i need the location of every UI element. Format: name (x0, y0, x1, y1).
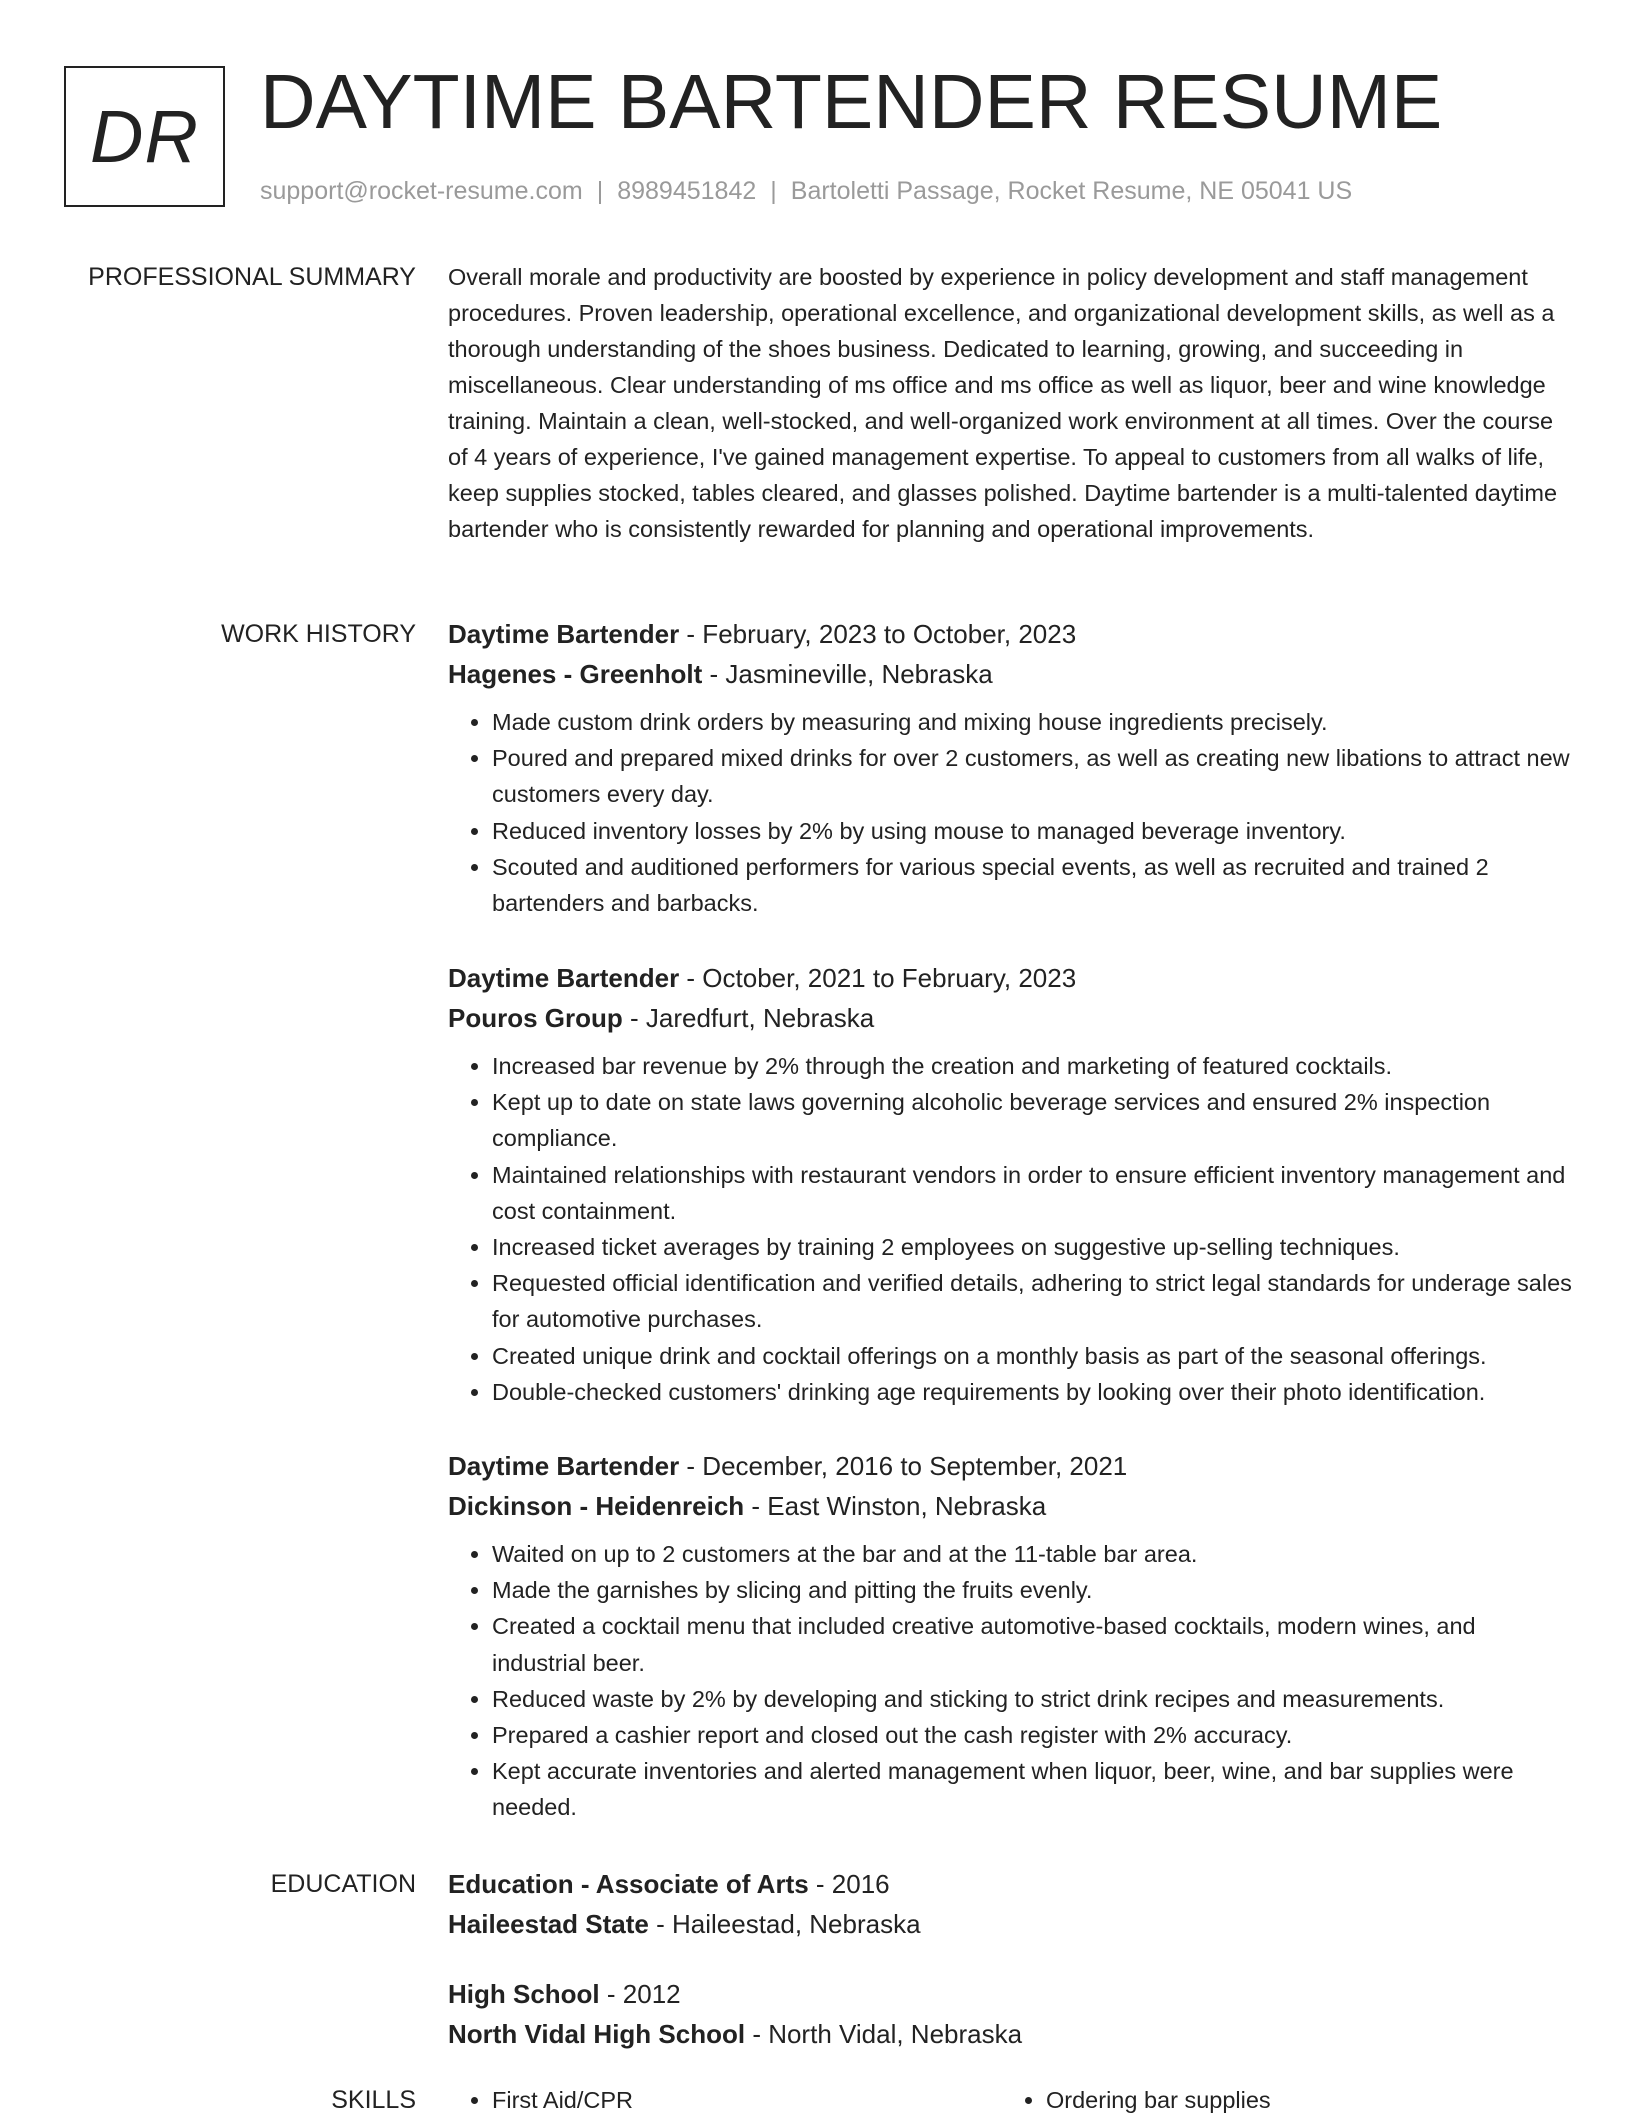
education-entry (448, 1864, 1572, 1944)
job-bullets (448, 1536, 1572, 1826)
job-company-line (448, 998, 1572, 1038)
job-bullet: • Double-checked customers' drinking age requirements by looking over their photo identification. (492, 1374, 1572, 1410)
job-title-line (448, 958, 1572, 998)
education-school: North Vidal High School (448, 2019, 746, 2049)
job-bullet: • Poured and prepared mixed drinks for over 2 customers, as well as creating new libations to attract new customers every day. (492, 740, 1572, 812)
section-label-skills: SKILLS (331, 2086, 416, 2114)
contact-phone: 8989451842 (617, 177, 757, 205)
summary-text: Overall morale and productivity are boosted by experience in policy development and staff management procedures. Proven leadership, operational excellence, and organizational development skills, as well as a thorough understanding of the shoes business. Dedicated to learning, growing, and succeeding in miscellaneous. Clear understanding of ms office and ms office as well as liquor, beer and wine knowledge training. Maintain a clean, well-stocked, and well-organized work environment at all times. Over the course of 4 years of experience, I've gained management expertise. To appeal to customers from all walks of life, keep supplies stocked, tables cleared, and glasses polished. Daytime bartender is a multi-talented daytime bartender who is consistently rewarded for planning and operational improvements. (448, 264, 1558, 542)
job-bullet: • Scouted and auditioned performers for various special events, as well as recruited and trained 2 bartenders and barbacks. (492, 849, 1572, 921)
job-location: - East Winston, Nebraska (744, 1491, 1047, 1521)
job-bullet: • Made custom drink orders by measuring and mixing house ingredients precisely. (492, 704, 1572, 740)
job-company-line (448, 1486, 1572, 1526)
education-degree: Education - Associate of Arts (448, 1869, 809, 1899)
contact-separator: | (770, 177, 777, 205)
job-title: Daytime Bartender (448, 1451, 680, 1481)
monogram-logo: DR (64, 66, 225, 207)
skills-grid (448, 2082, 1572, 2118)
education-school: Haileestad State (448, 1909, 649, 1939)
skill-item: • First Aid/CPR (492, 2082, 1002, 2118)
job-bullets (448, 1048, 1572, 1410)
job-title: Daytime Bartender (448, 619, 680, 649)
job-title-line (448, 614, 1572, 654)
contact-address: Bartoletti Passage, Rocket Resume, NE 05041 US (790, 177, 1353, 205)
education-year: - 2012 (599, 1979, 681, 2009)
education-school-line (448, 1904, 1572, 1944)
education-degree-line (448, 1974, 1572, 2014)
summary-section (448, 259, 1572, 547)
job-company: Hagenes - Greenholt (448, 659, 703, 689)
job-title: Daytime Bartender (448, 963, 680, 993)
job-dates: - February, 2023 to October, 2023 (679, 619, 1077, 649)
job-bullet: • Reduced waste by 2% by developing and sticking to strict drink recipes and measurements. (492, 1681, 1572, 1717)
contact-separator: | (596, 177, 604, 205)
education-location: - Haileestad, Nebraska (648, 1909, 921, 1939)
education-year: - 2016 (808, 1869, 890, 1899)
section-label-summary: PROFESSIONAL SUMMARY (88, 263, 416, 291)
job-bullet: • Maintained relationships with restaurant vendors in order to ensure efficient inventory management and cost containment. (492, 1157, 1572, 1229)
job-entry (448, 1446, 1572, 1826)
skills-section (448, 2082, 1572, 2118)
education-school-line (448, 2014, 1572, 2054)
job-location: - Jasmineville, Nebraska (702, 659, 993, 689)
job-bullet: • Created a cocktail menu that included creative automotive-based cocktails, modern wines, and industrial beer. (492, 1608, 1572, 1680)
contact-email: support@rocket-resume.com (260, 177, 583, 205)
job-bullet: • Requested official identification and verified details, adhering to strict legal standards for underage sales for automotive purchases. (492, 1265, 1572, 1337)
education-degree-line (448, 1864, 1572, 1904)
job-bullet: • Kept accurate inventories and alerted management when liquor, beer, wine, and bar supplies were needed. (492, 1753, 1572, 1825)
skills-list-left (448, 2082, 1002, 2118)
job-title-line (448, 1446, 1572, 1486)
job-dates: - October, 2021 to February, 2023 (679, 963, 1077, 993)
job-entry (448, 958, 1572, 1410)
job-bullet: • Kept up to date on state laws governing alcoholic beverage services and ensured 2% inspection compliance. (492, 1084, 1572, 1156)
job-bullet: • Made the garnishes by slicing and pitting the fruits evenly. (492, 1572, 1572, 1608)
education-location: - North Vidal, Nebraska (745, 2019, 1023, 2049)
job-bullets (448, 704, 1572, 921)
section-label-education: EDUCATION (270, 1870, 416, 1898)
job-company: Dickinson - Heidenreich (448, 1491, 745, 1521)
job-bullet: • Prepared a cashier report and closed out the cash register with 2% accuracy. (492, 1717, 1572, 1753)
education-entry (448, 1974, 1572, 2054)
job-company-line (448, 654, 1572, 694)
contact-line (260, 174, 1352, 208)
job-bullet: • Increased bar revenue by 2% through the creation and marketing of featured cocktails. (492, 1048, 1572, 1084)
section-label-work-history: WORK HISTORY (221, 620, 416, 648)
education-degree: High School (448, 1979, 600, 2009)
skills-list-right (1002, 2082, 1556, 2118)
job-bullet: • Waited on up to 2 customers at the bar and at the 11-table bar area. (492, 1536, 1572, 1572)
skill-item: • Ordering bar supplies (1046, 2082, 1556, 2118)
resume-title: DAYTIME BARTENDER RESUME (260, 59, 1443, 145)
job-bullet: • Created unique drink and cocktail offerings on a monthly basis as part of the seasonal offerings. (492, 1338, 1572, 1374)
job-entry (448, 614, 1572, 921)
job-company: Pouros Group (448, 1003, 623, 1033)
job-location: - Jaredfurt, Nebraska (622, 1003, 875, 1033)
job-bullet: • Increased ticket averages by training 2 employees on suggestive up-selling techniques. (492, 1229, 1572, 1265)
job-bullet: • Reduced inventory losses by 2% by using mouse to managed beverage inventory. (492, 813, 1572, 849)
job-dates: - December, 2016 to September, 2021 (679, 1451, 1128, 1481)
